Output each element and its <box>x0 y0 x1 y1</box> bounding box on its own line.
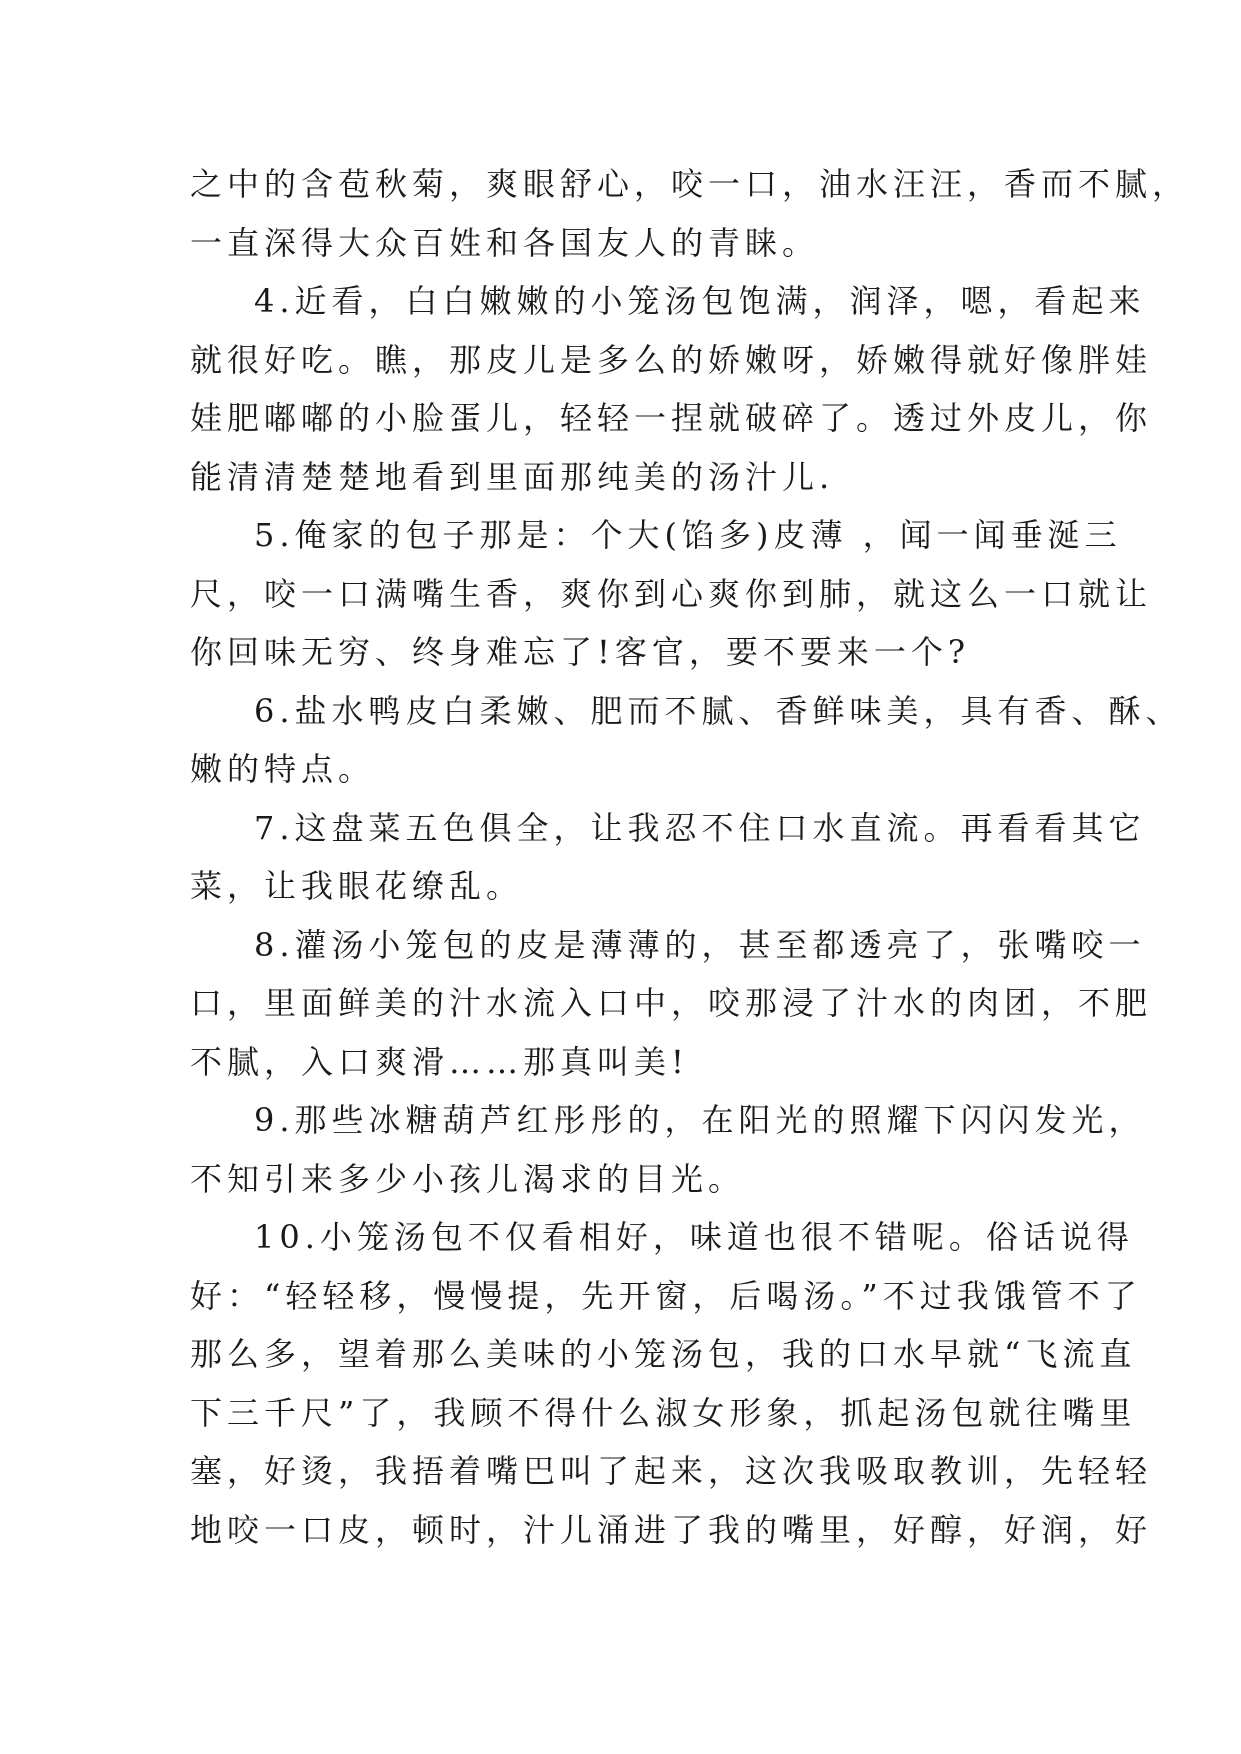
text-line: 就很好吃。瞧，那皮儿是多么的娇嫩呀，娇嫩得就好像胖娃 <box>190 340 1153 379</box>
text-line: 菜，让我眼花缭乱。 <box>190 867 524 905</box>
paragraph-start-10: 10.小笼汤包不仅看相好，味道也很不错呢。俗话说得 <box>254 1218 1134 1256</box>
paragraph-start-4: 4.近看，白白嫩嫩的小笼汤包饱满，润泽，嗯，看起来 <box>254 282 1146 320</box>
text-line: 之中的含苞秋菊，爽眼舒心，咬一口，油水汪汪，香而不腻， <box>190 165 1190 203</box>
text-line: 下三千尺”了，我顾不得什么淑女形象，抓起汤包就往嘴里 <box>190 1393 1137 1432</box>
document-body <box>190 155 1190 1559</box>
text-line: 嫩的特点。 <box>190 750 376 788</box>
text-line: 好：“轻轻移，慢慢提，先开窗，后喝汤。”不过我饿管不了 <box>190 1276 1142 1315</box>
paragraph-start-5: 5.俺家的包子那是：个大(馅多)皮薄 ，闻一闻垂涎三 <box>254 516 1122 554</box>
text-line: 不腻，入口爽滑……那真叫美! <box>190 1042 689 1081</box>
paragraph-start-9: 9.那些冰糖葫芦红彤彤的，在阳光的照耀下闪闪发光， <box>254 1101 1146 1139</box>
text-line: 娃肥嘟嘟的小脸蛋儿，轻轻一捏就破碎了。透过外皮儿，你 <box>190 399 1153 437</box>
text-line: 尺，咬一口满嘴生香，爽你到心爽你到肺，就这么一口就让 <box>190 574 1153 613</box>
text-line: 地咬一口皮，顿时，汁儿涌进了我的嘴里，好醇，好润，好 <box>190 1510 1153 1549</box>
paragraph-start-6: 6.盐水鸭皮白柔嫩、肥而不腻、香鲜味美，具有香、酥、 <box>254 691 1183 730</box>
paragraph-start-7: 7.这盘菜五色俱全，让我忍不住口水直流。再看看其它 <box>254 808 1146 847</box>
paragraph-start-8: 8.灌汤小笼包的皮是薄薄的，甚至都透亮了，张嘴咬一 <box>254 925 1146 964</box>
text-line: 塞，好烫，我捂着嘴巴叫了起来，这次我吸取教训，先轻轻 <box>190 1452 1153 1490</box>
text-line: 能清清楚楚地看到里面那纯美的汤汁儿. <box>190 457 835 496</box>
text-line: 那么多，望着那么美味的小笼汤包，我的口水早就“飞流直 <box>190 1335 1137 1373</box>
text-line: 你回味无穷、终身难忘了!客官，要不要来一个? <box>190 633 971 671</box>
text-line: 不知引来多少小孩儿渴求的目光。 <box>190 1159 746 1198</box>
text-line: 口，里面鲜美的汁水流入口中，咬那浸了汁水的肉团，不肥 <box>190 984 1153 1022</box>
text-line: 一直深得大众百姓和各国友人的青睐。 <box>190 223 820 262</box>
